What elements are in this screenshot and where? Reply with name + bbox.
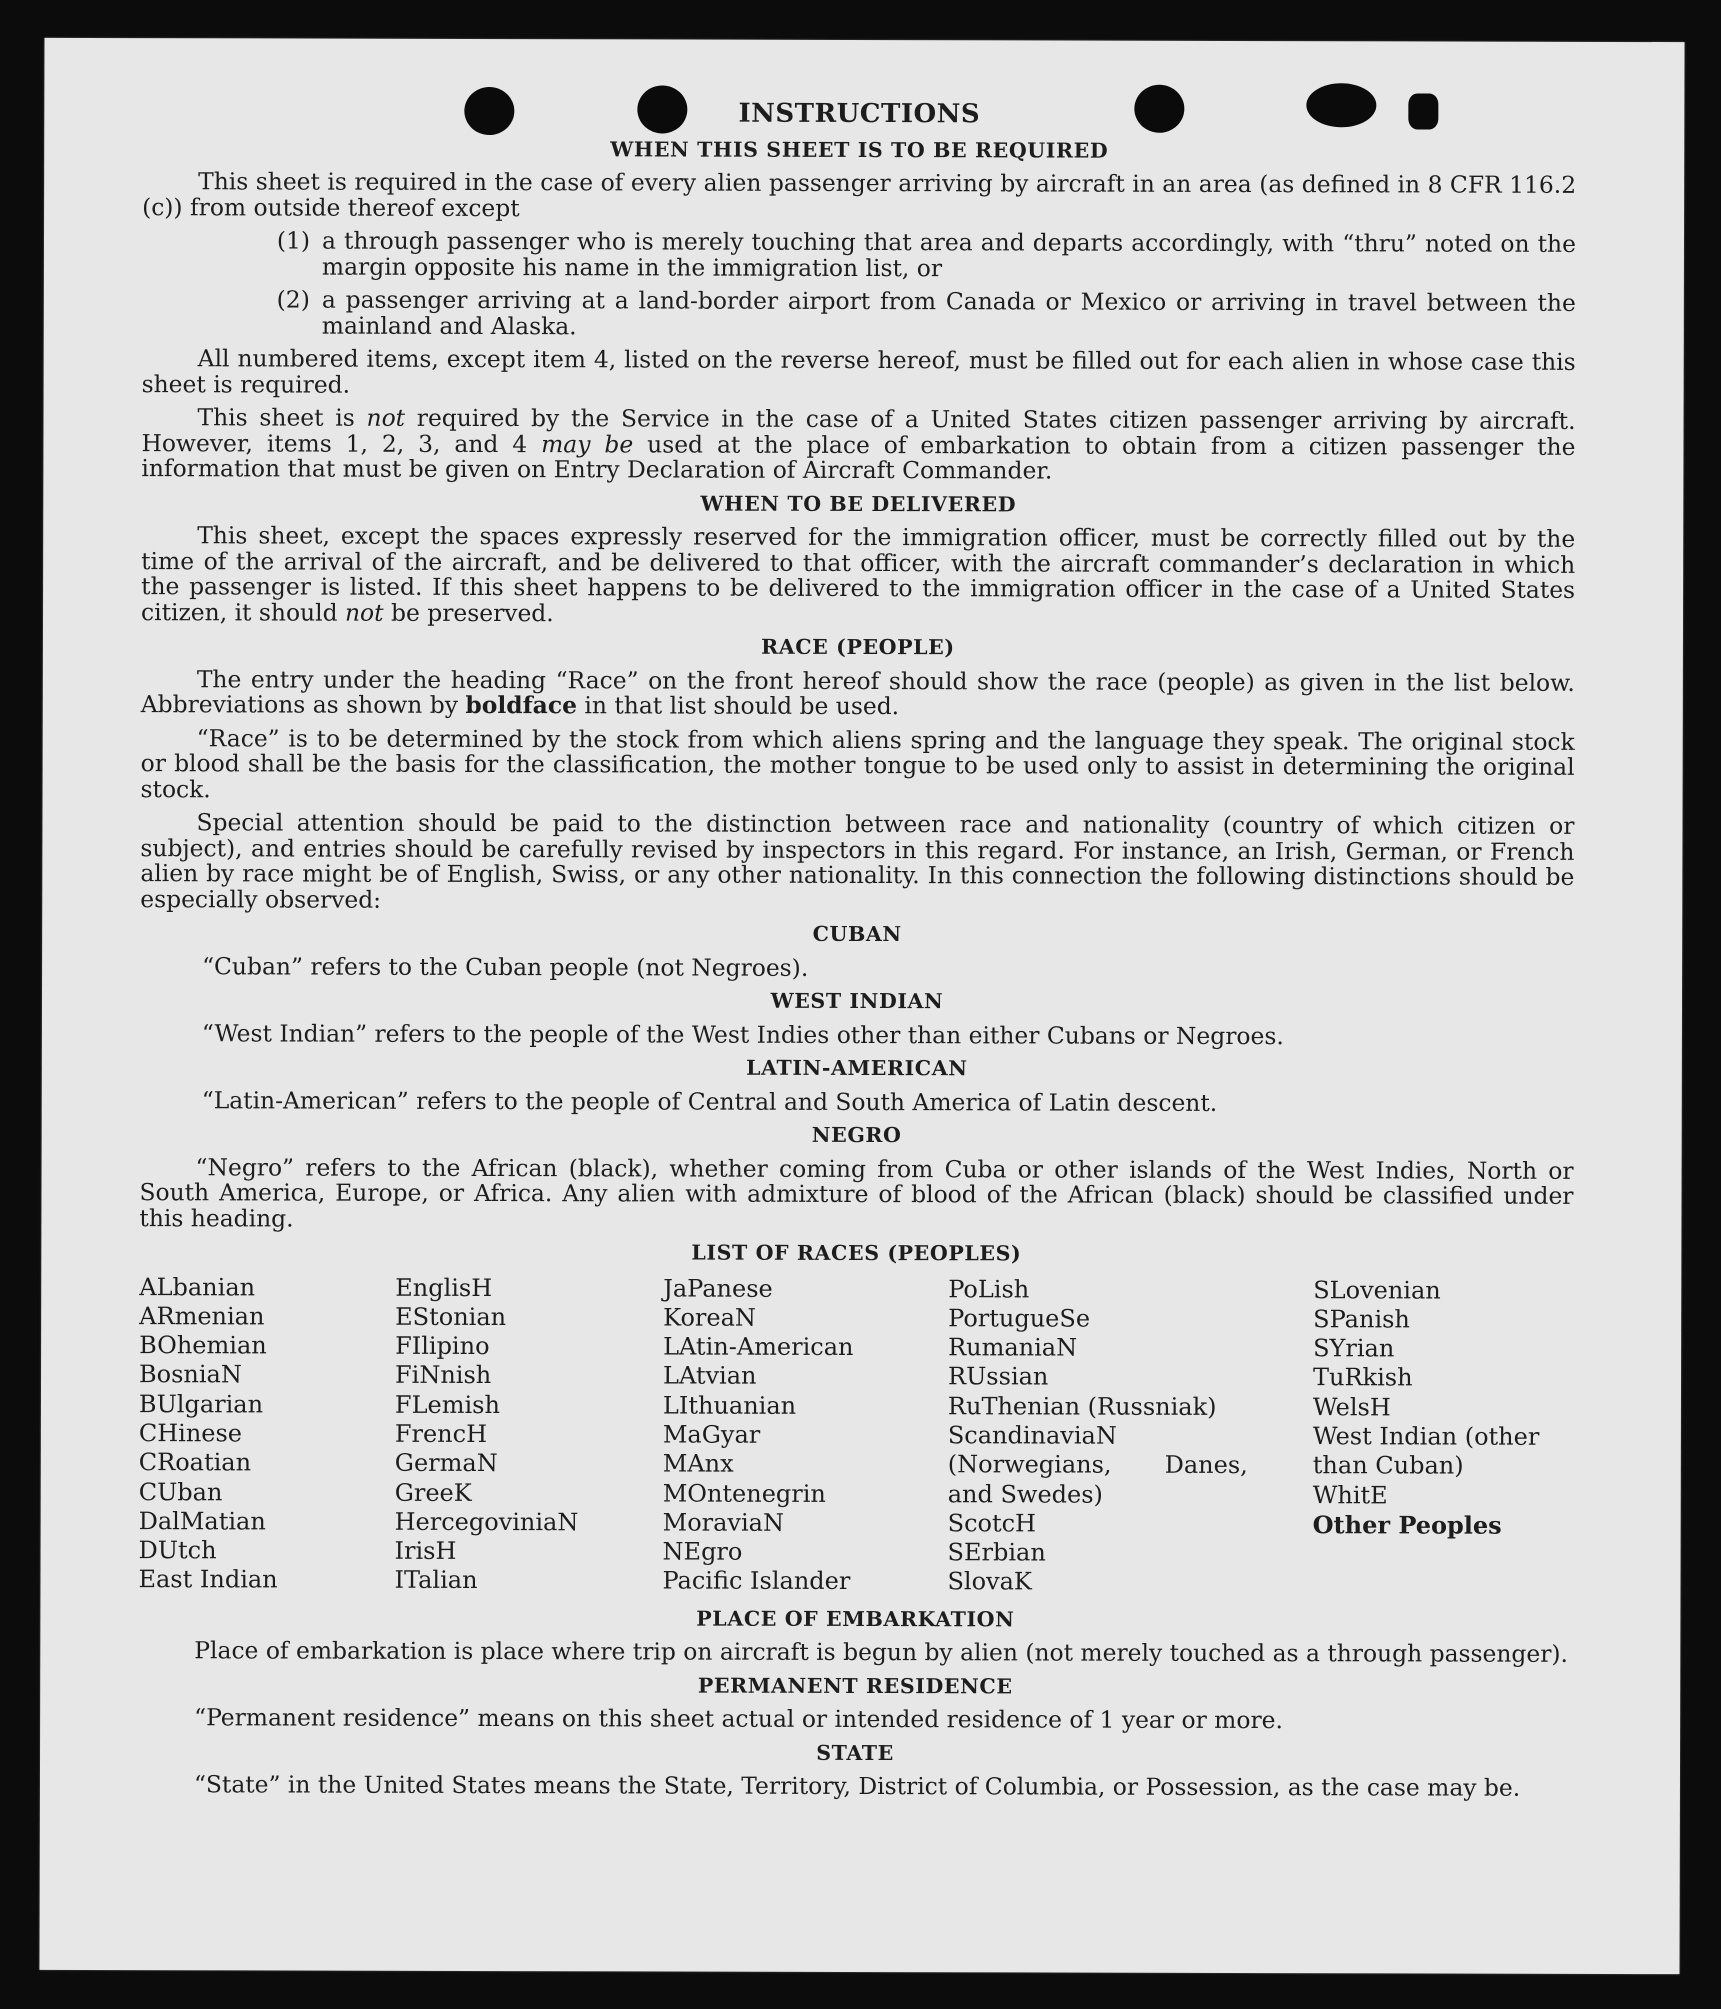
race-entry: ARmenian [139, 1301, 265, 1331]
race-column [947, 1275, 1313, 1598]
section-heading: LIST OF RACES (PEOPLES) [691, 1240, 1022, 1266]
race-entry: DUtch [138, 1536, 217, 1565]
race-entry: West Indian (other than Cuban) [1312, 1422, 1540, 1480]
list-item [142, 287, 1576, 342]
race-entry: RuThenian (Russniak) [947, 1391, 1217, 1421]
race-entry: Pacific Islander [662, 1566, 851, 1596]
race-entry: EnglisH [395, 1273, 493, 1302]
race-entry: FrencH [394, 1419, 488, 1449]
paragraph: Special attention should be paid to the distinction between race and nationality (country of which citizen or subject), and entries should be carefully revised by inspectors in this regard. For instance, an Irish, German, or French alien by race might be of English, Swiss, or any other nationality. In this connection the following distinctions should be especially observed: [140, 808, 1575, 914]
race-list [138, 1273, 1573, 1599]
document-page [39, 38, 1684, 1974]
race-entry: CUban [138, 1477, 223, 1506]
race-entry: MaGyar [662, 1420, 761, 1449]
race-column [138, 1273, 395, 1596]
race-entry: FLemish [394, 1390, 500, 1419]
subsection-heading: NEGRO [811, 1122, 902, 1148]
race-entry: EStonian [395, 1302, 507, 1331]
race-column [1312, 1276, 1573, 1599]
race-column [394, 1273, 663, 1596]
race-entry: WhitE [1312, 1480, 1388, 1509]
definition: Place of embarkation is place where trip on aircraft is begun by alien (not merely touched as a through passenger). [194, 1636, 1569, 1669]
paragraph [141, 405, 1575, 485]
text-run: required by the Service in the case of a United States citizen passenger arriving by aircraft. However, items 1, 2, 3, and 4 [141, 403, 1576, 458]
race-entry: GreeK [394, 1478, 472, 1507]
emphasis: not [344, 598, 384, 627]
definition: “Cuban” refers to the Cuban people (not Negroes). [202, 951, 809, 982]
paragraph [141, 523, 1575, 629]
race-entry: IrisH [394, 1536, 457, 1566]
race-entry: Other Peoples [1312, 1510, 1502, 1540]
item-number: (2) [276, 285, 310, 314]
race-entry: RumaniaN [948, 1333, 1078, 1362]
paragraph [140, 664, 1575, 722]
definition: “Latin-American” refers to the people of Central and South America of Latin descent. [201, 1085, 1218, 1117]
race-entry: KoreaN [663, 1303, 756, 1332]
race-entry: BOhemian [139, 1331, 267, 1360]
bold-text: boldface [465, 690, 578, 720]
section-heading: STATE [816, 1740, 894, 1765]
race-entry: RUssian [947, 1362, 1049, 1391]
list-item [142, 228, 1576, 283]
instructions-content [138, 100, 1576, 1810]
page-title: INSTRUCTIONS [738, 98, 981, 130]
race-entry: BUlgarian [138, 1389, 264, 1419]
emphasis: not [366, 403, 406, 432]
race-entry: SlovaK [947, 1567, 1032, 1596]
section-heading: WHEN THIS SHEET IS TO BE REQUIRED [610, 136, 1109, 163]
paragraph: This sheet is required in the case of every alien passenger arriving by aircraft in an area (as defined in 8 CFR 116.2 (c)) from outside thereof except [142, 167, 1577, 222]
race-entry: MAnx [662, 1449, 734, 1478]
definition: “West Indian” refers to the people of the West Indies other than either Cubans or Negroes. [201, 1018, 1284, 1050]
subsection-heading: WEST INDIAN [770, 988, 944, 1014]
race-entry: ALbanian [139, 1272, 256, 1301]
item-text: a through passenger who is merely touching that area and departs accordingly, with “thru” noted on the margin opposite his name in the immigration list, or [321, 226, 1577, 282]
emphasis: may be [541, 429, 634, 458]
race-entry: SPanish [1313, 1304, 1410, 1334]
race-entry: BosniaN [138, 1360, 242, 1389]
item-number: (1) [276, 226, 311, 255]
race-entry: LAtin-American [663, 1332, 854, 1362]
subsection-heading: LATIN-AMERICAN [746, 1055, 968, 1081]
race-entry: LIthuanian [662, 1391, 797, 1420]
race-entry: JaPanese [663, 1273, 773, 1303]
text-run: This sheet is [197, 403, 367, 432]
text-run: in that list should be used. [576, 691, 900, 721]
paragraph: All numbered items, except item 4, listed on the reverse hereof, must be filled out for each alien in whose case this sheet is required. [141, 344, 1576, 399]
race-entry: HercegoviniaN [394, 1507, 579, 1537]
race-entry: ScotcH [947, 1509, 1037, 1538]
race-entry: FIlipino [395, 1331, 490, 1361]
race-entry: FiNnish [394, 1361, 492, 1390]
race-entry: CHinese [138, 1419, 243, 1448]
race-entry: CRoatian [138, 1448, 252, 1477]
subsection-heading: CUBAN [812, 921, 902, 947]
item-text: a passenger arriving at a land-border airport from Canada or Mexico or arriving in travel between the mainland and Alaska. [321, 285, 1576, 340]
text-run: used at the place of embarkation to obtain from a citizen passenger the information that must be given on Entry Declaration of Aircraft Commander. [141, 429, 1576, 485]
race-entry: TuRkish [1312, 1363, 1413, 1392]
race-entry: PortugueSe [948, 1304, 1091, 1333]
race-entry: ITalian [394, 1566, 478, 1595]
race-entry: MoraviaN [662, 1508, 785, 1537]
race-entry: LAtvian [662, 1361, 757, 1391]
text-run: The entry under the heading “Race” on the front hereof should show the race (people) as given in the list below. Abbreviations as shown by [140, 664, 1575, 719]
race-entry: DalMatian [138, 1506, 266, 1536]
definition: “Permanent residence” means on this sheet actual or intended residence of 1 year or more. [194, 1703, 1283, 1735]
race-entry: ScandinaviaN (Norwegians, Danes, and Swedes) [947, 1421, 1248, 1509]
text-run: be preserved. [383, 598, 554, 627]
race-entry: GermaN [394, 1449, 498, 1478]
definition: “Negro” refers to the African (black), whether coming from Cuba or other islands of the West Indies, North or South America, Europe, or Africa. Any alien with admixture of blood of the African (black) should be classified under this heading. [139, 1152, 1574, 1233]
race-entry: NEgro [662, 1537, 743, 1566]
section-heading: WHEN TO BE DELIVERED [700, 491, 1017, 516]
section-heading: PERMANENT RESIDENCE [697, 1673, 1013, 1699]
definition: “State” in the United States means the State, Territory, District of Columbia, or Possession, as the case may be. [193, 1770, 1521, 1802]
race-entry: SLovenian [1313, 1275, 1441, 1305]
race-entry: SErbian [947, 1538, 1046, 1567]
text-run: This sheet, except the spaces expressly reserved for the immigration officer, must be correctly filled out by the time of the arrival of the aircraft, and be delivered to that officer, with the aircraft commander’s declaration in which the passenger is listed. If this sheet happens to be delivered to the immigration officer in the case of a United States citizen, it should [140, 521, 1576, 627]
race-entry: East Indian [138, 1565, 278, 1594]
section-heading: RACE (PEOPLE) [761, 634, 955, 660]
race-column [662, 1274, 948, 1597]
race-entry: PoLish [948, 1274, 1030, 1303]
section-heading: PLACE OF EMBARKATION [696, 1606, 1015, 1632]
paragraph: “Race” is to be determined by the stock from which aliens spring and the language they speak. The original stock or blood shall be the basis for the classification, the mother tongue to be used only to assist in determining the original stock. [140, 723, 1575, 803]
race-entry: WelsH [1312, 1392, 1391, 1422]
race-entry: MOntenegrin [662, 1479, 826, 1508]
race-entry: SYrian [1313, 1334, 1395, 1363]
